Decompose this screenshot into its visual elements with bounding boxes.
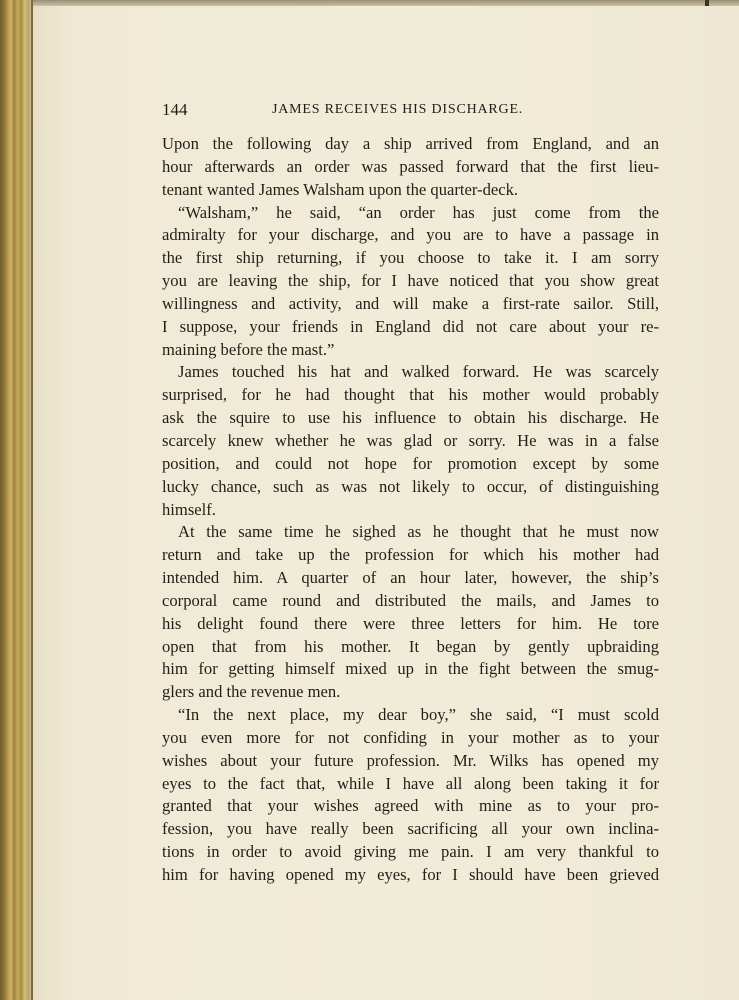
text-line: the first ship returning, if you choose to take it. I am sorry: [162, 248, 659, 268]
text-line: you even more for not confiding in your mother as to your: [162, 727, 659, 747]
text-line: I suppose, your friends in England did not care about your re-: [162, 316, 659, 336]
book-binding: [0, 0, 32, 1000]
text-line: return and take up the profession for which his mother had: [162, 545, 659, 565]
text-line: James touched his hat and walked forward. He was scarcely: [178, 362, 659, 382]
text-line: intended him. A quarter of an hour later, however, the ship’s: [162, 568, 659, 588]
text-line: corporal came round and distributed the mails, and James to: [162, 590, 659, 610]
text-line: surprised, for he had thought that his mother would probably: [162, 385, 659, 405]
text-line: his delight found there were three letters for him. He tore: [162, 613, 659, 633]
body-text: [162, 133, 659, 887]
text-line: glers and the revenue men.: [162, 682, 341, 702]
text-line: “Walsham,” he said, “an order has just come from the: [178, 202, 659, 222]
text-line: admiralty for your discharge, and you are to have a passage in: [162, 225, 659, 245]
text-line: wishes about your future profession. Mr. Wilks has opened my: [162, 750, 659, 770]
text-line: “In the next place, my dear boy,” she said, “I must scold: [178, 705, 659, 725]
text-line: willingness and activity, and will make a first-rate sailor. Still,: [162, 293, 659, 313]
text-line: fession, you have really been sacrificing all your own inclina-: [162, 819, 659, 839]
text-line: him for having opened my eyes, for I should have been grieved: [162, 865, 659, 884]
text-line: tenant wanted James Walsham upon the quarter-deck.: [162, 179, 519, 199]
text-line: him for getting himself mixed up in the fight between the smug-: [162, 659, 659, 679]
text-line: himself.: [162, 499, 216, 519]
running-title: JAMES RECEIVES HIS DISCHARGE.: [272, 102, 524, 117]
text-line: granted that your wishes agreed with mine as to your pro-: [162, 796, 659, 816]
text-line: eyes to the fact that, while I have all along been taking it for: [162, 773, 659, 793]
text-line: tions in order to avoid giving me pain. I am very thankful to: [162, 842, 659, 862]
text-line: position, and could not hope for promotion except by some: [162, 453, 659, 473]
text-line: maining before the mast.”: [162, 339, 335, 359]
page-number: 144: [162, 100, 188, 119]
text-line: lucky chance, such as was not likely to occur, of distinguishing: [162, 476, 659, 496]
text-line: hour afterwards an order was passed forward that the first lieu-: [162, 156, 659, 176]
text-line: At the same time he sighed as he thought that he must now: [178, 522, 659, 542]
text-line: open that from his mother. It began by gently upbraiding: [162, 636, 659, 656]
text-line: Upon the following day a ship arrived from England, and an: [162, 134, 659, 153]
text-line: you are leaving the ship, for I have noticed that you show great: [162, 271, 659, 291]
text-line: scarcely knew whether he was glad or sorry. He was in a false: [162, 430, 659, 450]
text-line: ask the squire to use his influence to obtain his discharge. He: [162, 408, 659, 428]
